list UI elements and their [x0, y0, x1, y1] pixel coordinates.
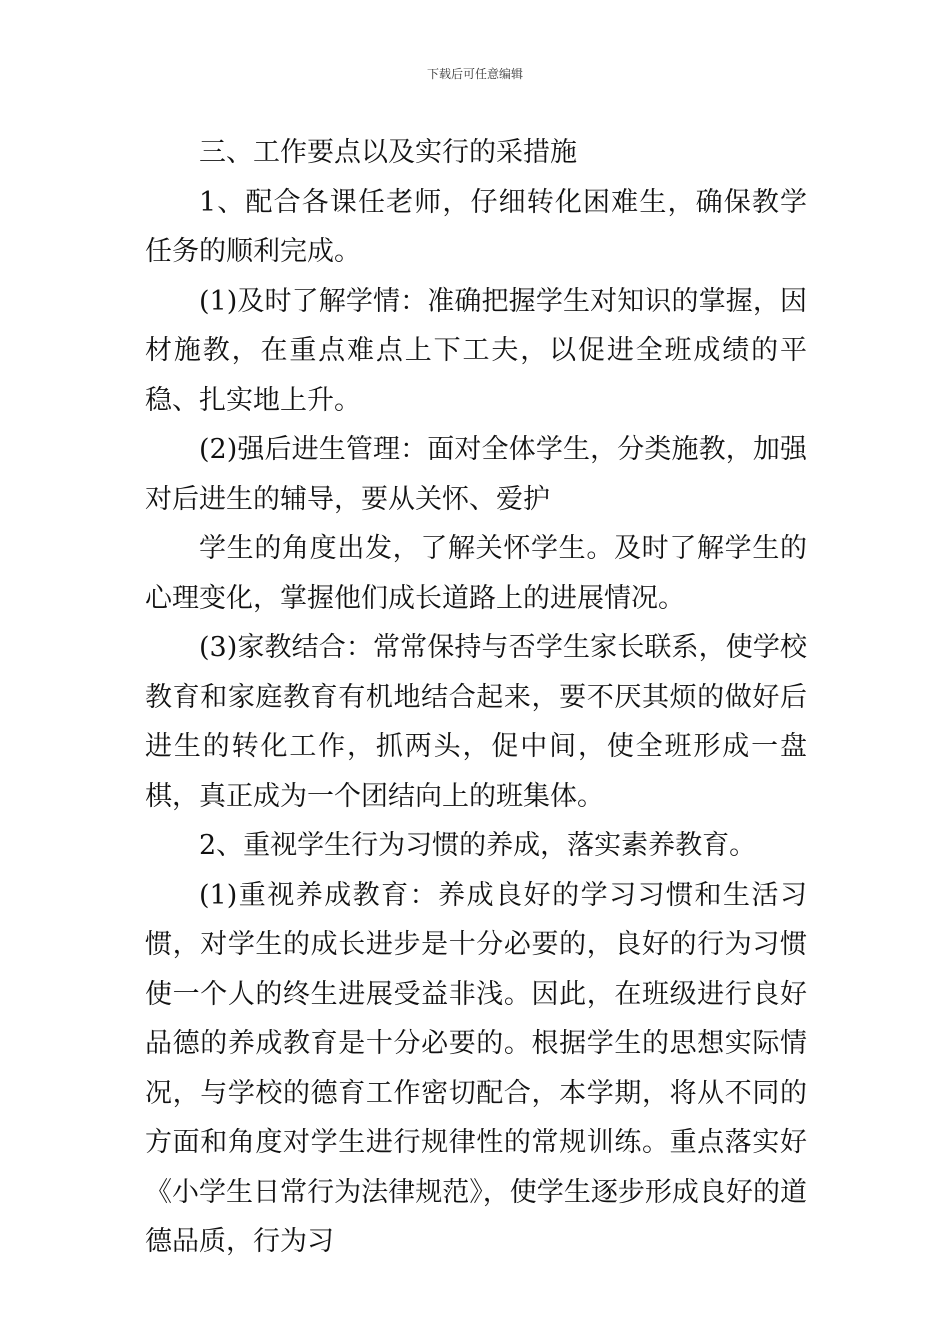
paragraph-subitem-1-2-continued: 学生的角度出发，了解关怀学生。及时了解学生的心理变化，掌握他们成长道路上的进展情况。: [145, 533, 807, 614]
paragraph-subitem-1-1: (1)及时了解学情：准确把握学生对知识的掌握，因材施教，在重点难点上下工夫，以促进全班成绩的平稳、扎实地上升。: [145, 285, 807, 416]
paragraph-item-2: 2、重视学生行为习惯的养成，落实素养教育。: [199, 830, 757, 861]
page-header-note: 下载后可任意编辑: [426, 67, 523, 81]
paragraph-item-1: 1、配合各课任老师，仔细转化困难生，确保教学任务的顺利完成。: [145, 186, 807, 267]
section-heading: 三、工作要点以及实行的采措施: [199, 137, 577, 168]
paragraph-subitem-2-1: (1)重视养成教育：养成良好的学习习惯和生活习惯，对学生的成长进步是十分必要的，良好的行为习惯使一个人的终生进展受益非浅。因此，在班级进行良好品德的养成教育是十分必要的。根据学生的思想实际情况，与学校的德育工作密切配合，本学期，将从不同的方面和角度对学生进行规律性的常规训练。重点落实好《小学生日常行为法律规范》，使学生逐步形成良好的道德品质，行为习: [145, 879, 807, 1257]
paragraph-subitem-1-3: (3)家教结合：常常保持与否学生家长联系，使学校教育和家庭教育有机地结合起来，要不厌其烦的做好后进生的转化工作，抓两头，促中间，使全班形成一盘棋，真正成为一个团结向上的班集体。: [145, 632, 807, 812]
paragraph-subitem-1-2: (2)强后进生管理：面对全体学生，分类施教，加强对后进生的辅导，要从关怀、爱护: [145, 434, 807, 515]
document-body: [145, 128, 807, 1267]
